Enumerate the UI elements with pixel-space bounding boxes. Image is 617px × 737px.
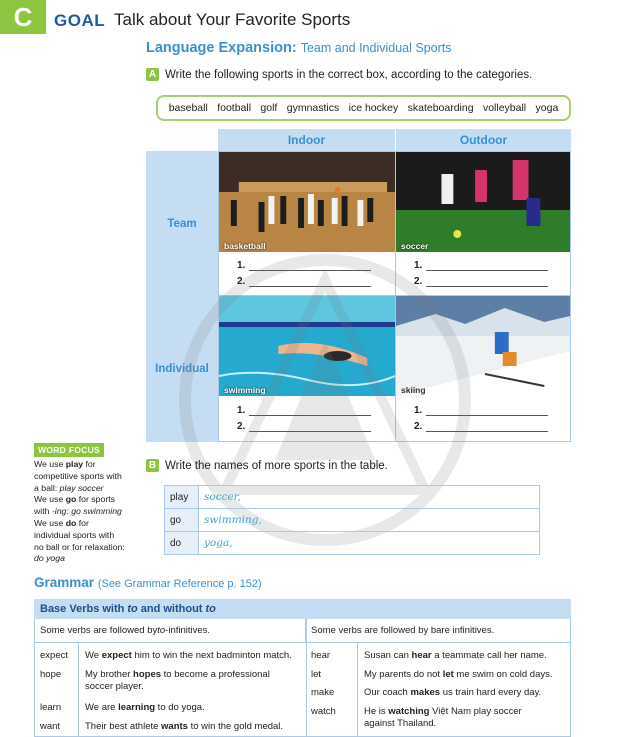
word-bank-item: ice hockey bbox=[348, 102, 399, 114]
grammar-reference: (See Grammar Reference p. 152) bbox=[97, 578, 262, 590]
column-header-indoor: Indoor bbox=[218, 129, 395, 151]
basketball-photo bbox=[219, 152, 395, 252]
blank-number: 1. bbox=[414, 405, 423, 416]
word-bank-item: volleyball bbox=[482, 102, 527, 114]
lang-title-main: Language Expansion: bbox=[146, 40, 297, 56]
photo-label-swimming: swimming bbox=[224, 385, 266, 395]
blank-number: 1. bbox=[237, 405, 246, 416]
goal-text: Talk about Your Favorite Sports bbox=[114, 10, 351, 29]
language-expansion-title bbox=[146, 40, 451, 56]
verb-cell: go bbox=[165, 509, 199, 532]
word-bank-item: football bbox=[217, 102, 252, 114]
word-focus-body: We use play for competitive sports with a ball: play soccer We use go for sports with -ing: go swimming We use do for individual sports with no ball or for relaxation: do yoga bbox=[34, 459, 125, 564]
table-row bbox=[165, 509, 540, 532]
table-row bbox=[165, 532, 540, 555]
blank-number: 2. bbox=[237, 276, 246, 287]
part-b-text: Write the names of more sports in the table. bbox=[165, 459, 388, 472]
photo-label-soccer: soccer bbox=[401, 241, 429, 251]
blank-number: 2. bbox=[237, 421, 246, 432]
blank-number: 1. bbox=[414, 260, 423, 271]
word-bank-item: yoga bbox=[535, 102, 559, 114]
word-bank bbox=[156, 95, 571, 121]
row-header-individual: Individual bbox=[146, 296, 218, 442]
part-b-instruction bbox=[146, 459, 388, 472]
photo-label-basketball: basketball bbox=[224, 241, 266, 251]
photo-label-skiing: skiing bbox=[401, 385, 426, 395]
table-row bbox=[165, 486, 540, 509]
grammar-heading: Grammar bbox=[34, 575, 95, 590]
word-bank-item: gymnastics bbox=[286, 102, 340, 114]
verb-cell: do bbox=[165, 532, 199, 555]
answer-cell[interactable]: soccer, bbox=[199, 486, 540, 509]
row-header-team: Team bbox=[146, 151, 218, 296]
soccer-photo bbox=[396, 152, 570, 252]
part-a-instruction bbox=[146, 68, 532, 81]
grammar-left-header: Some verbs are followed by to -infinitives. bbox=[35, 619, 306, 643]
grammar-table-title: Base Verbs with to and without to bbox=[34, 599, 571, 619]
part-b-badge: B bbox=[146, 459, 159, 472]
lang-title-sub: Team and Individual Sports bbox=[300, 41, 452, 55]
goal-label: GOAL bbox=[54, 11, 106, 30]
answer-cell[interactable]: yoga, bbox=[199, 532, 540, 555]
word-bank-item: baseball bbox=[168, 102, 208, 114]
word-bank-item: golf bbox=[260, 102, 278, 114]
column-header-outdoor: Outdoor bbox=[396, 129, 571, 151]
section-badge: C bbox=[0, 0, 46, 34]
part-a-text: Write the following sports in the correct box, according to the categories. bbox=[165, 68, 533, 81]
word-focus-title: WORD FOCUS bbox=[34, 443, 104, 457]
word-bank-item: skateboarding bbox=[407, 102, 474, 114]
grammar-right-header: Some verbs are followed by bare infinitives. bbox=[306, 619, 570, 643]
blank-number: 2. bbox=[414, 421, 423, 432]
answer-cell[interactable]: swimming, bbox=[199, 509, 540, 532]
more-sports-table bbox=[164, 485, 540, 555]
verb-cell: play bbox=[165, 486, 199, 509]
blank-number: 1. bbox=[237, 260, 246, 271]
blank-number: 2. bbox=[414, 276, 423, 287]
grammar-title bbox=[34, 575, 262, 590]
part-a-badge: A bbox=[146, 68, 159, 81]
grammar-table: Some verbs are followed by to -infinitives. Some verbs are followed by bare infinitives. expect We expect him to win the next badminton match. hope My brother hopes to become a professional soccer player. learn We are learning to do yoga. want Their best athlete wants to win the gold medal. hear Susan can hear a teammate call her name. let My parents do not let me swim on cold days. make Our coach makes us train hard every day. watch He is watching Việt Nam play soccer against Thailand. bbox=[34, 619, 571, 737]
